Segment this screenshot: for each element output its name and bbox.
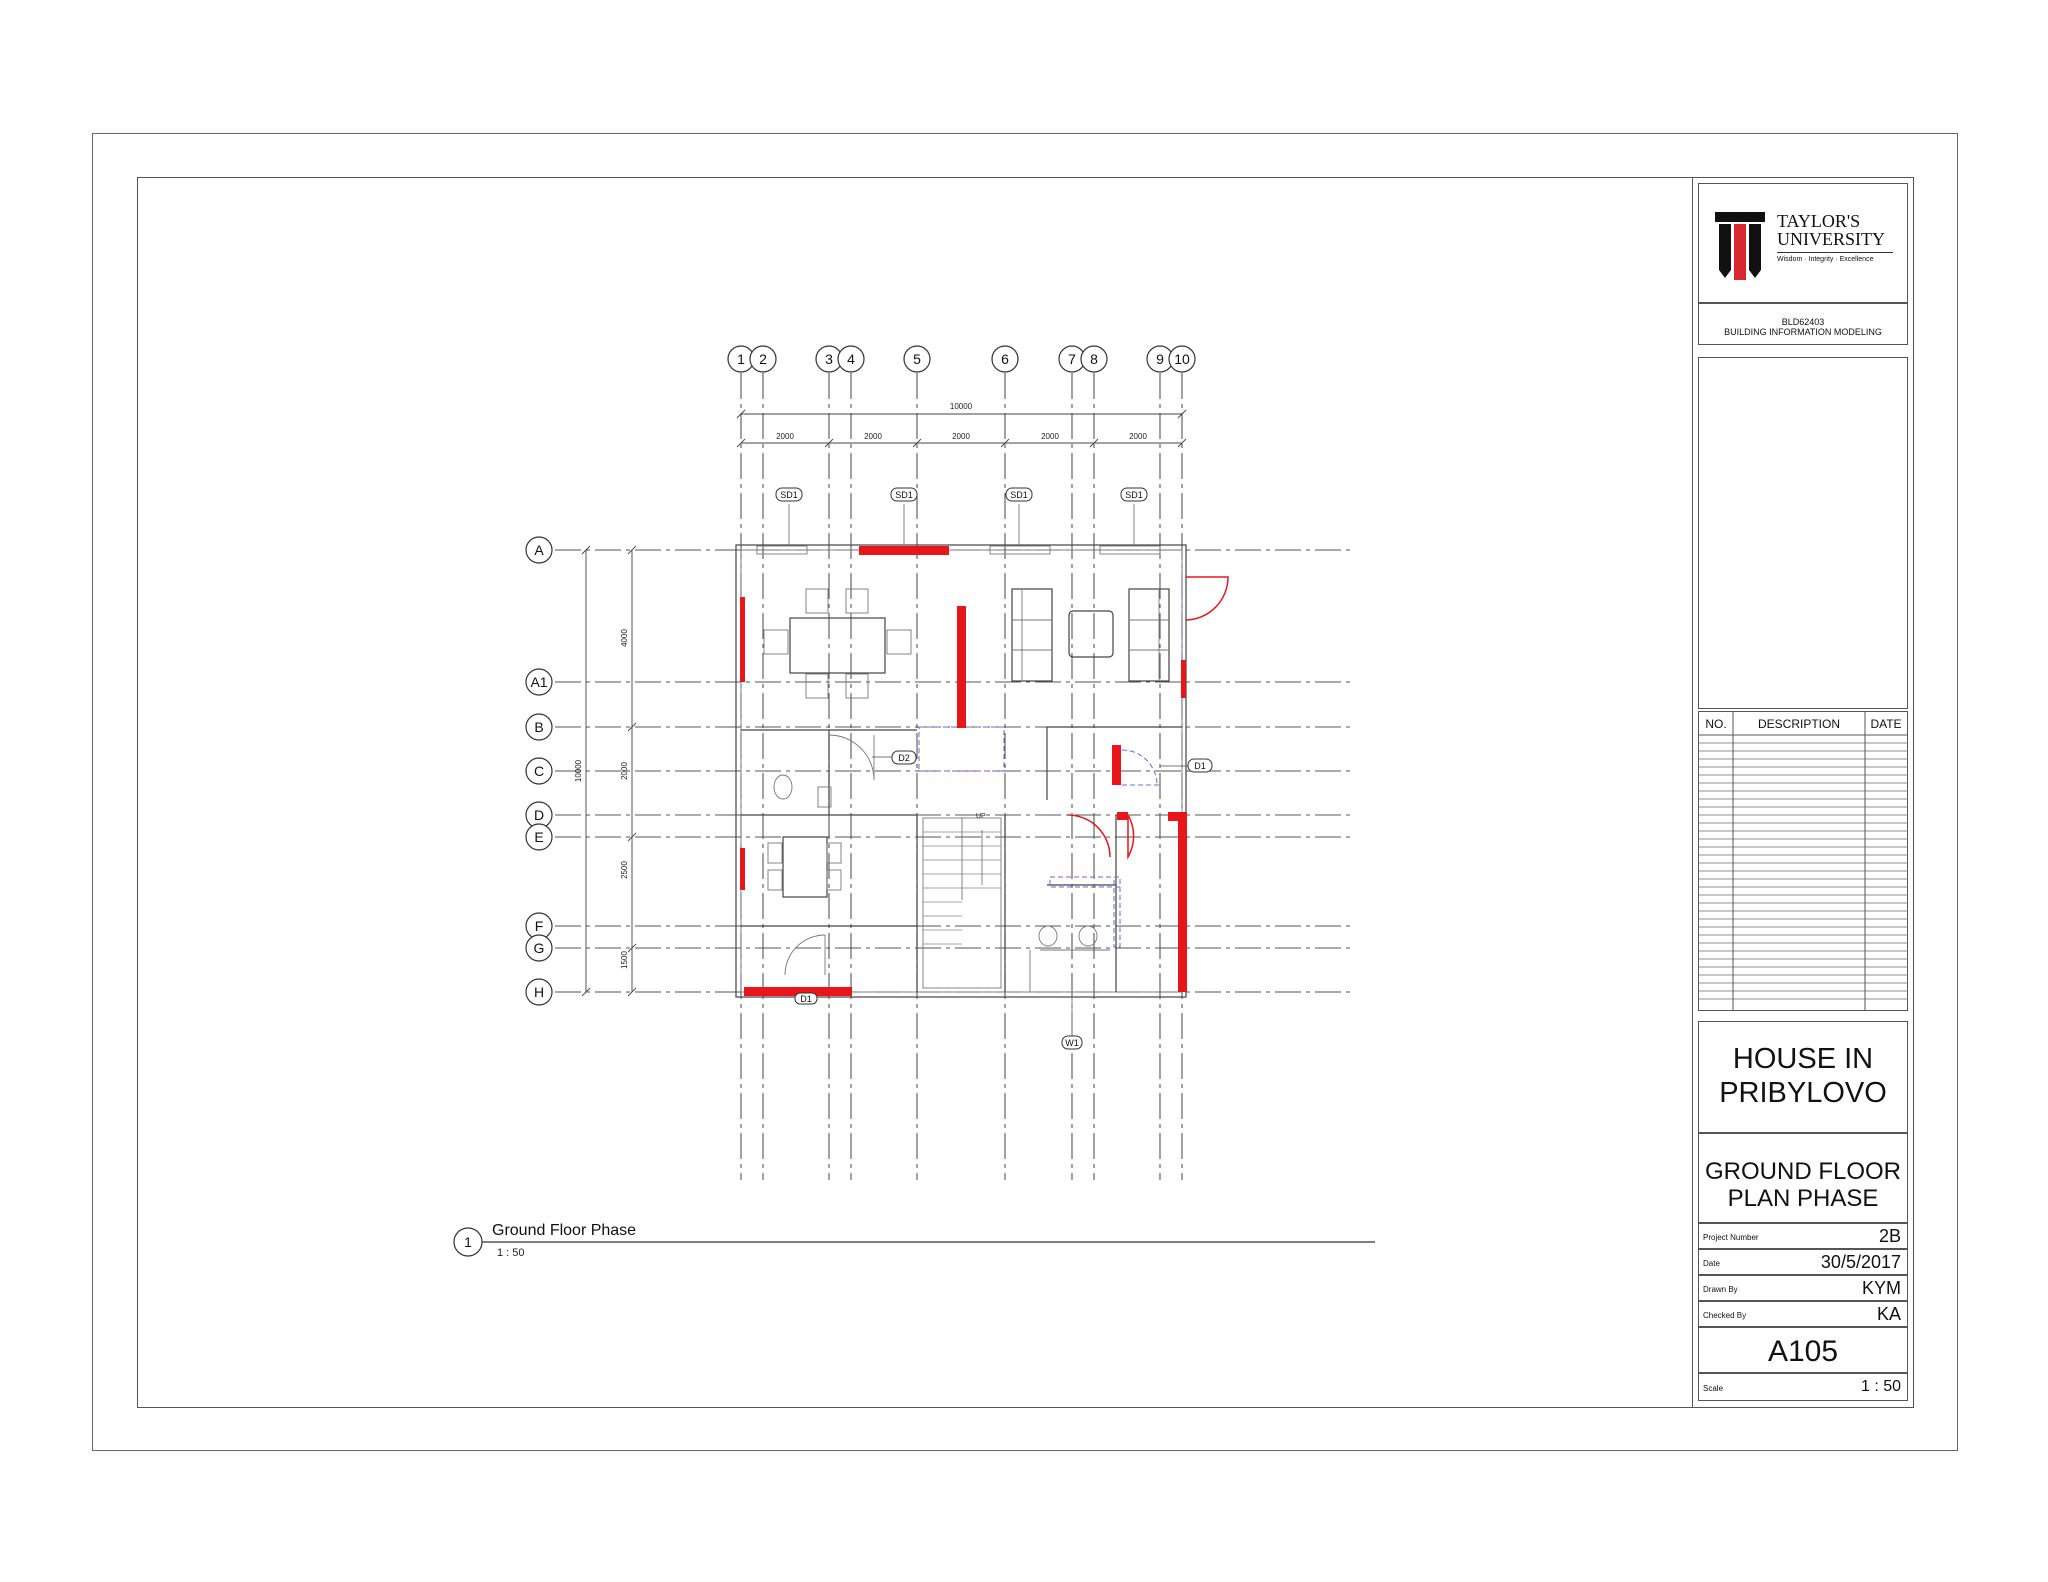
- scale-label: Scale: [1703, 1384, 1724, 1393]
- grid-row-label: E: [534, 829, 544, 845]
- university-logo-icon: [1715, 212, 1765, 280]
- grid-row-label: B: [534, 719, 544, 735]
- grid-col-label: 6: [1001, 351, 1009, 367]
- project-number-row: [1698, 1223, 1908, 1249]
- logo-panel: [1698, 183, 1908, 303]
- title-block: [1692, 177, 1914, 1408]
- grid-row-label: G: [533, 940, 545, 956]
- checked-by-value: KA: [1876, 1304, 1901, 1324]
- grid-col-label: 4: [847, 351, 855, 367]
- sheet-number-row: [1698, 1327, 1908, 1373]
- revision-header-no: NO.: [1705, 717, 1727, 731]
- checked-by-row: [1698, 1301, 1908, 1327]
- course-panel: [1698, 303, 1908, 345]
- tag-sd1: SD1: [780, 490, 798, 500]
- row-grid-bubbles: [526, 537, 552, 1005]
- grid-col-label: 5: [913, 351, 921, 367]
- logo-rule: [1777, 252, 1893, 253]
- dim-bay: 4000: [620, 629, 629, 647]
- dim-overall-horizontal: 10000: [949, 402, 973, 411]
- drawn-by-value: KYM: [1861, 1278, 1901, 1298]
- revision-header-date: DATE: [1870, 717, 1902, 731]
- revision-table-lines: [1698, 711, 1908, 1011]
- dim-bay: 2000: [1041, 432, 1059, 441]
- revision-table: [1698, 711, 1908, 1011]
- scale-row: [1698, 1373, 1908, 1401]
- grid-col-label: 9: [1156, 351, 1164, 367]
- element-tags: [776, 488, 1212, 1049]
- column-grid-bubbles: [728, 346, 1195, 372]
- checked-by-label: Checked By: [1703, 1311, 1747, 1320]
- dim-bay: 2500: [620, 861, 629, 879]
- course-name: BUILDING INFORMATION MODELING: [1724, 327, 1882, 337]
- project-name: HOUSE IN PRIBYLOVO: [1719, 1043, 1887, 1109]
- grid-row-label: F: [534, 918, 544, 934]
- view-title-text: Ground Floor Phase: [492, 1222, 637, 1239]
- grid-row-label: A1: [530, 674, 548, 690]
- stair: [923, 813, 1001, 988]
- grid-row-label: D: [533, 807, 545, 823]
- bottom-left-furniture: [768, 837, 841, 897]
- view-scale-text: 1 : 50: [497, 1247, 525, 1259]
- scale-value: 1 : 50: [1860, 1378, 1901, 1395]
- logo-tagline: Wisdom · Integrity · Excellence: [1777, 256, 1874, 263]
- tag-w1: W1: [1065, 1038, 1079, 1048]
- tag-sd1: SD1: [1125, 490, 1143, 500]
- grid-col-label: 1: [737, 351, 745, 367]
- course-code: BLD62403: [1781, 317, 1825, 327]
- grid-row-label: C: [533, 763, 545, 779]
- view-title: [454, 1222, 1375, 1259]
- dim-bay: 2000: [864, 432, 882, 441]
- sheet-name-panel: [1698, 1133, 1908, 1223]
- project-number-value: 2B: [1878, 1226, 1901, 1246]
- tag-d2: D2: [898, 753, 910, 763]
- date-label: Date: [1703, 1259, 1720, 1268]
- grid-col-label: 3: [825, 351, 833, 367]
- dim-bay: 1500: [620, 951, 629, 969]
- tag-sd1: SD1: [1010, 490, 1028, 500]
- blank-panel: [1698, 357, 1908, 709]
- grid-col-label: 2: [759, 351, 767, 367]
- tag-d1: D1: [800, 994, 812, 1004]
- top-dimension-strings: [737, 402, 1186, 447]
- wc-fixtures: [774, 775, 1097, 946]
- logo-line2: UNIVERSITY: [1777, 229, 1885, 249]
- tag-d1: D1: [1194, 761, 1206, 771]
- dim-bay: 2000: [776, 432, 794, 441]
- grid-row-label: A: [534, 542, 544, 558]
- living-furniture: [1012, 589, 1169, 681]
- grid-row-label: H: [533, 984, 545, 1000]
- stair-up-label: UP: [976, 813, 986, 820]
- dim-overall-vertical: 10000: [574, 759, 583, 783]
- grid-col-label: 10: [1174, 351, 1190, 367]
- drawn-by-row: [1698, 1275, 1908, 1301]
- project-number-label: Project Number: [1703, 1233, 1759, 1242]
- tag-sd1: SD1: [895, 490, 913, 500]
- sheet-number: A105: [1767, 1335, 1839, 1368]
- sliding-doors-top: [757, 504, 1160, 554]
- grid-col-label: 7: [1068, 351, 1076, 367]
- dim-bay: 2000: [620, 762, 629, 780]
- revision-header-description: DESCRIPTION: [1757, 717, 1840, 731]
- project-name-panel: [1698, 1021, 1908, 1133]
- date-row: [1698, 1249, 1908, 1275]
- logo-line1: TAYLOR'S: [1777, 211, 1861, 231]
- drawn-by-label: Drawn By: [1703, 1285, 1738, 1294]
- date-value: 30/5/2017: [1820, 1252, 1901, 1272]
- grid-col-label: 8: [1090, 351, 1098, 367]
- sheet-name: GROUND FLOOR PLAN PHASE: [1704, 1158, 1901, 1212]
- view-number: 1: [464, 1234, 472, 1250]
- dim-bay: 2000: [952, 432, 970, 441]
- dim-bay: 2000: [1129, 432, 1147, 441]
